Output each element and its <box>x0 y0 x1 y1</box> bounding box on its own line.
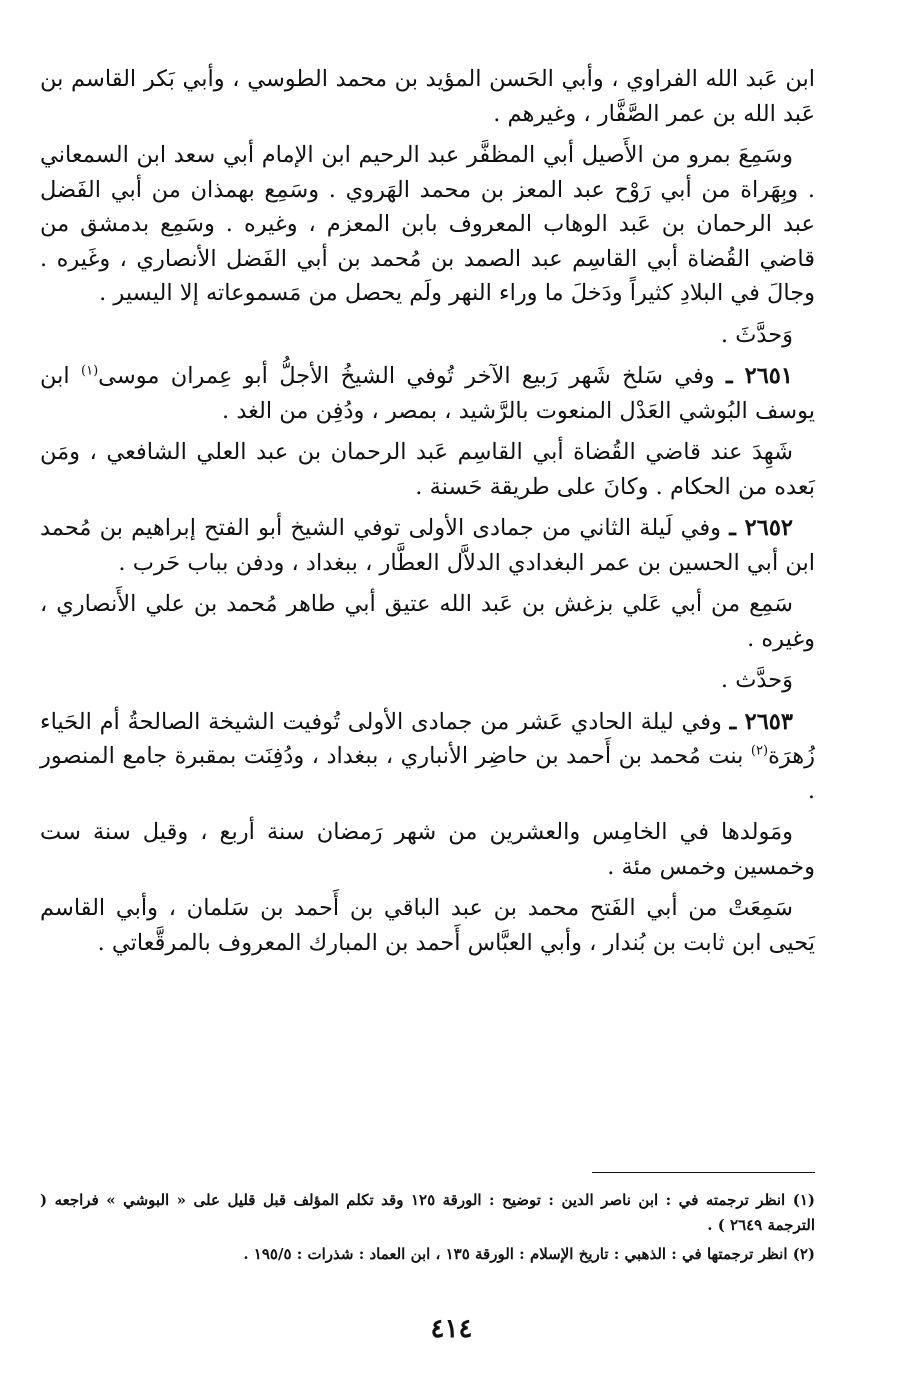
paragraph-testified: شَهِدَ عند قاضي القُضاة أبي القاسِم عَبد الرحمان بن عبد العلي الشافعي ، ومَن بَعده من الحكام . وكانَ على طريقة حَسنة . <box>40 439 815 500</box>
entry-text-cont: ابن يوسف البُوشي العَدْل المنعوت بالرَّشيد ، بمصر ، ودُفِن من الغد . <box>40 363 815 424</box>
page-number: ٤١٤ <box>430 1314 473 1344</box>
entry-2653 <box>40 705 815 809</box>
entry-text: وفي ليلة الحادي عَشر من جمادى الأولى تُوفيت الشيخة الصالحةُ أم الحَياء زُهرَة <box>40 708 815 769</box>
footnote-divider <box>592 1172 815 1173</box>
paragraph-heard: وسَمِعَ بمرو من الأَصيل أبي المظفَّر عبد الرحيم ابن الإمام أبي سعد ابن السمعاني . وبِهَراة من أبي رَوْح عبد المعز بن محمد الهَروي . وسَمِع بهمذان من أبي الفَضل عبد الرحمان بن عَبد الوهاب المعروف بابن المعزم ، وغيره . وسَمِع بدمشق من قاضي القُضاة أبي القاسِم عبد الصمد بن مُحمد بن أبي الفَضل الأنصاري ، وغَيره . وجالَ في البلادِ كثيراً ودَخلَ ما وراء النهر ولَم يحصل من مَسموعاته إلا اليسير . <box>40 142 815 306</box>
footnotes <box>40 1188 815 1271</box>
footnote-2: (٢) انظر ترجمتها في : الذهبي : تاريخ الإسلام : الورقة ١٣٥ ، ابن العماد : شذرات : ١٩٥/٥ . <box>243 1245 815 1263</box>
entry-number: ٢٦٥٣ ـ <box>729 708 793 735</box>
main-text <box>40 62 815 967</box>
entry-text: وفي سَلخ شَهر رَبيع الآخر تُوفي الشيخُ الأجلُّ أبو عِمران موسى <box>98 363 715 389</box>
paragraph-narrated: وَحدَّثَ . <box>720 321 793 348</box>
entry-text: وفي لَيلة الثاني من جمادى الأولى توفي الشيخ أبو الفتح إبراهيم بن مُحمد ابن أبي الحسين بن عمر البغدادي الدلاَّل العطَّار ، ببغداد ، ودفن بباب حَرب . <box>40 515 815 576</box>
entry-2652 <box>40 511 815 580</box>
entry-2651 <box>40 359 815 428</box>
paragraph-heard-3: سَمِعَتْ من أبي الفَتح محمد بن عبد الباقي بن أَحمد بن سَلمان ، وأبي القاسم يَحيى ابن ثابت بن بُندار ، وأبي العبَّاس أَحمد بن المبارك المعروف بالمرقَّعاتي . <box>40 895 815 956</box>
paragraph-birth: ومَولدها في الخامِس والعشرين من شهر رَمضان سنة أربع ، وقيل سنة ست وخمسين وخمس مئة . <box>40 819 815 880</box>
footnote-ref: (١) <box>81 363 99 379</box>
paragraph-heard-2: سَمِع من أبي عَلي بزغش بن عَبد الله عتيق أبي طاهر مُحمد بن علي الأَنصاري ، وغيره . <box>40 591 815 652</box>
entry-number: ٢٦٥٢ ـ <box>729 515 793 541</box>
entry-number: ٢٦٥١ ـ <box>726 363 793 389</box>
footnote-ref: (٢) <box>750 743 769 759</box>
paragraph-continuation: ابن عَبد الله الفراوي ، وأبي الحَسن المؤيد بن محمد الطوسي ، وأبي بَكر القاسم بن عَبد الله بن عمر الصَّفَّار ، وغيرهم . <box>40 66 815 127</box>
footnote-1: (١) انظر ترجمته في : ابن ناصر الدين : توضيح : الورقة ١٢٥ وقد تكلم المؤلف قبل قليل على « البوشي » فراجعه ( الترجمة ٢٦٤٩ ) . <box>40 1191 815 1234</box>
entry-text-cont: بنت مُحمد بن أَحمد بن حاضِر الأنباري ، ببغداد ، ودُفِنَت بمقبرة جامع المنصور . <box>40 743 815 804</box>
paragraph-narrated-2: وَحدَّث . <box>720 667 793 693</box>
